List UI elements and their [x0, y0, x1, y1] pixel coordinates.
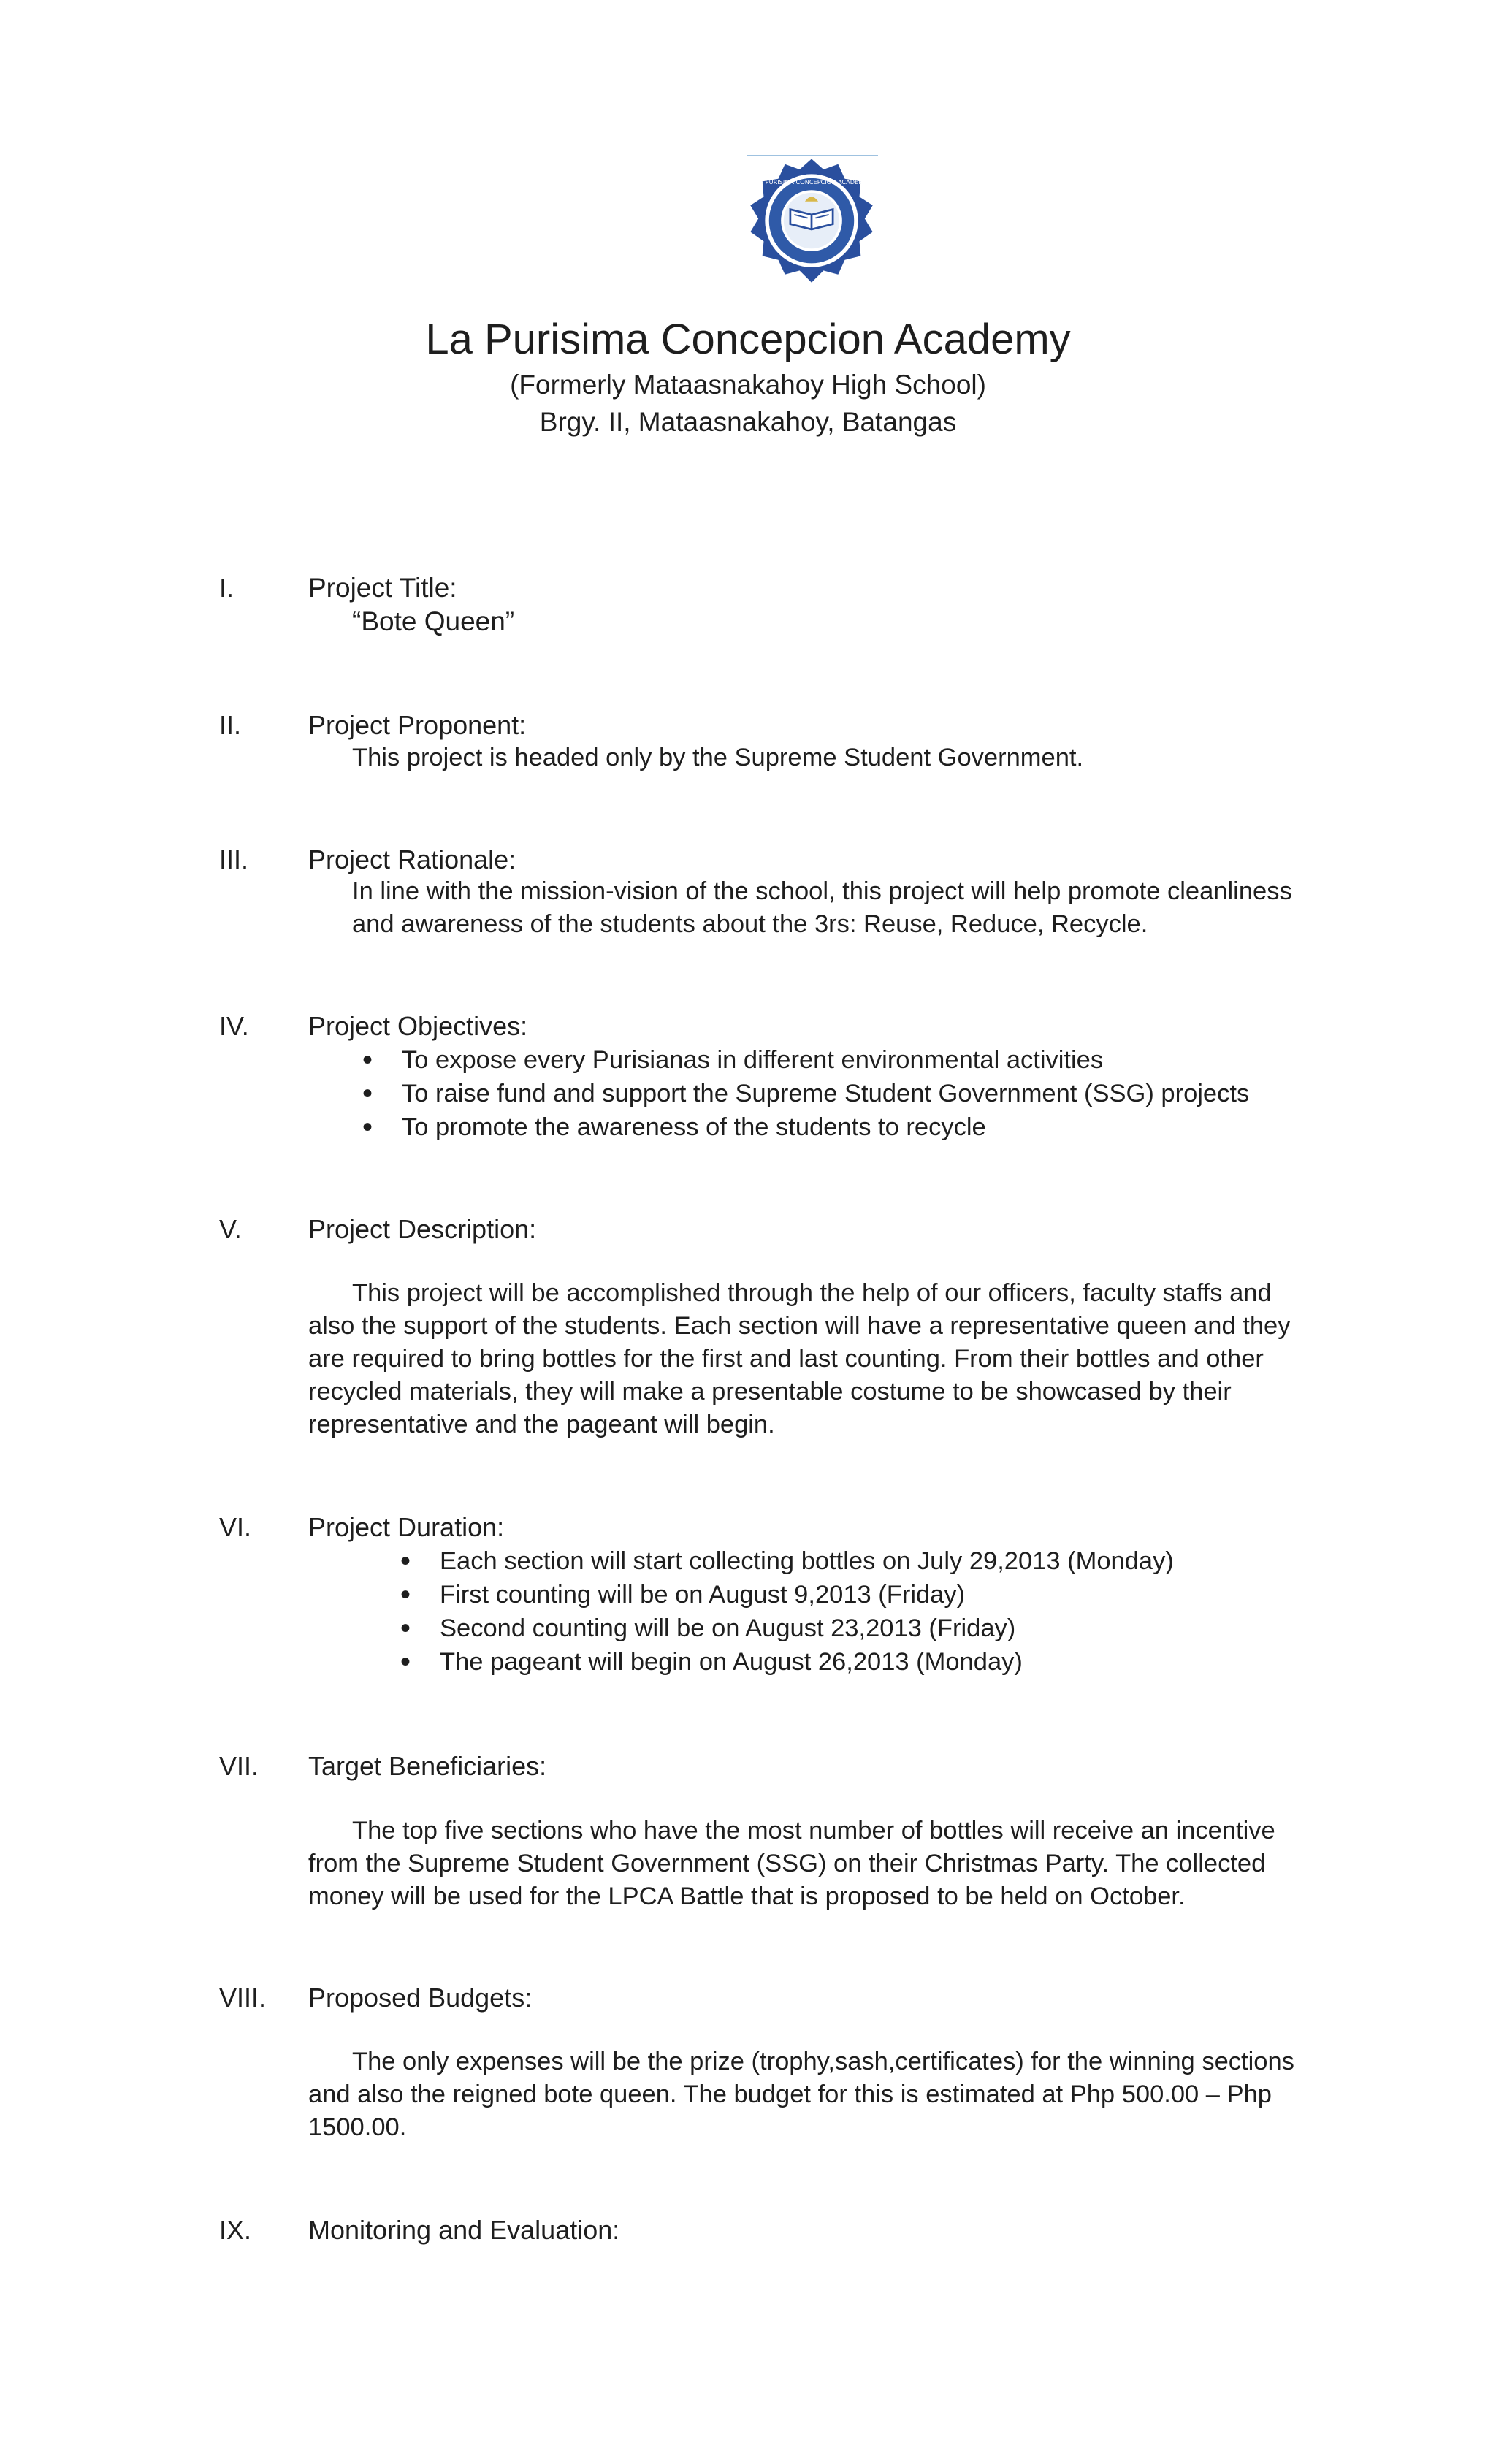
school-name: La Purisima Concepcion Academy: [425, 316, 1071, 363]
section-heading-budgets: Proposed Budgets:: [308, 1983, 533, 2013]
rationale-line-2: and awareness of the students about the 3rs: Reuse, Reduce, Recycle.: [352, 910, 1148, 938]
section-numeral-duration: VI.: [219, 1512, 252, 1542]
list-item: • To expose every Purisianas in different environmental activities: [362, 1043, 1334, 1077]
list-item: • To promote the awareness of the students to recycle: [362, 1110, 1334, 1144]
section-heading-beneficiaries: Target Beneficiaries:: [308, 1751, 547, 1781]
former-name: (Formerly Mataasnakahoy High School): [510, 370, 986, 400]
section-numeral-budgets: VIII.: [219, 1983, 267, 2013]
objectives-list: [362, 1043, 1334, 1144]
section-numeral-rationale: III.: [219, 844, 249, 874]
rationale-line-1: In line with the mission-vision of the school, this project will help promote cleanliness: [352, 877, 1292, 905]
school-address: Brgy. II, Mataasnakahoy, Batangas: [539, 407, 957, 437]
description-text: This project will be accomplished through the help of our officers, faculty staffs and also the support of the students. Each section will have a representative queen and they are required to bring bottles for the first and last counting. From their bottles and other recycled materials, they will make a presentable costume to be showcased by their representative and the pageant will begin.: [308, 1279, 1291, 1438]
list-item: • Second counting will be on August 23,2013 (Friday): [400, 1611, 1335, 1645]
section-numeral-proponent: II.: [219, 710, 242, 740]
svg-text:LA PURISIMA CONCEPCION ACADEMY: LA PURISIMA CONCEPCION ACADEMY: [755, 178, 868, 186]
section-heading-description: Project Description:: [308, 1214, 537, 1244]
list-item: • To raise fund and support the Supreme Student Government (SSG) projects: [362, 1077, 1334, 1110]
proponent-text: This project is headed only by the Supreme Student Government.: [352, 744, 1084, 771]
beneficiaries-text: The top five sections who have the most number of bottles will receive an incentive from the Supreme Student Government (SSG) on their Christmas Party. The collected money will be used for the LPCA Battle that is proposed to be held on October.: [308, 1817, 1275, 1910]
list-item: • First counting will be on August 9,2013 (Friday): [400, 1578, 1335, 1611]
section-heading-duration: Project Duration:: [308, 1512, 505, 1542]
section-numeral-description: V.: [219, 1214, 242, 1244]
section-numeral-objectives: IV.: [219, 1011, 249, 1041]
list-item: • The pageant will begin on August 26,2013 (Monday): [400, 1645, 1335, 1679]
section-heading-title: Project Title:: [308, 573, 457, 603]
budgets-text: The only expenses will be the prize (trophy,sash,certificates) for the winning sections and also the reigned bote queen. The budget for this is estimated at Php 500.00 – Php 1500.00.: [308, 2048, 1294, 2141]
list-item: • Each section will start collecting bottles on July 29,2013 (Monday): [400, 1544, 1335, 1578]
section-heading-monitoring: Monitoring and Evaluation:: [308, 2215, 620, 2245]
section-numeral-monitoring: IX.: [219, 2215, 252, 2245]
project-title-value: “Bote Queen”: [352, 606, 515, 636]
section-numeral-beneficiaries: VII.: [219, 1751, 259, 1781]
section-heading-rationale: Project Rationale:: [308, 844, 516, 874]
section-heading-proponent: Project Proponent:: [308, 710, 527, 740]
school-seal-icon: [745, 155, 878, 288]
section-heading-objectives: Project Objectives:: [308, 1011, 528, 1041]
section-numeral-title: I.: [219, 573, 234, 603]
duration-list: [400, 1544, 1335, 1679]
